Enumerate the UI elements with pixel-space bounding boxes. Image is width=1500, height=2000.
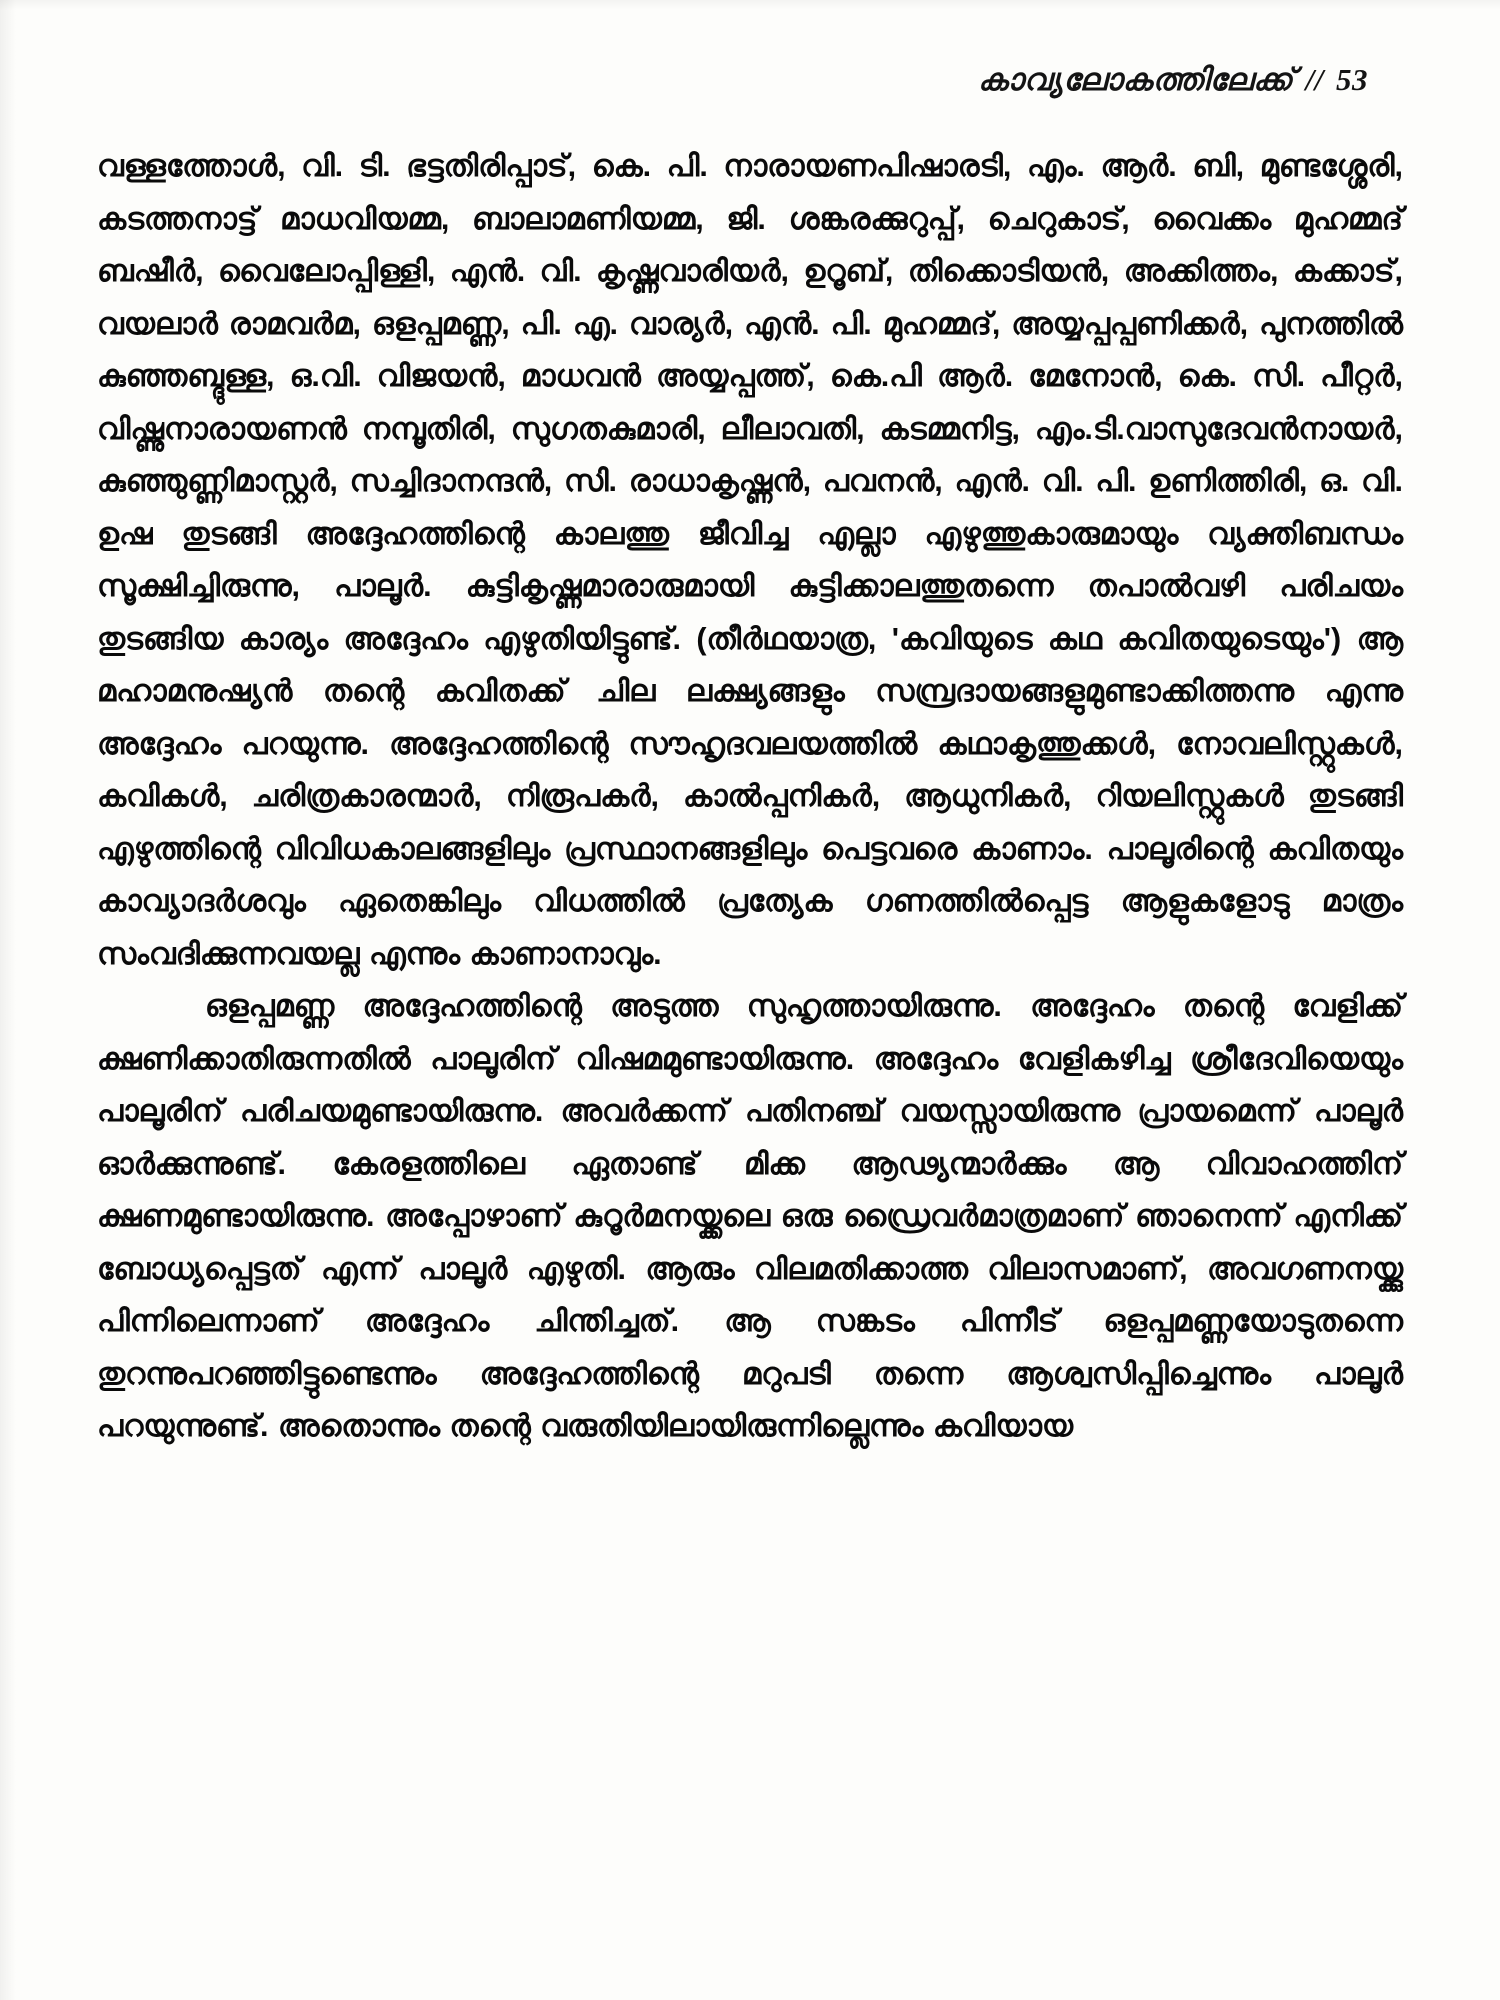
paragraph-1: വള്ളത്തോൾ, വി. ടി. ഭട്ടതിരിപ്പാട്, കെ. പി. നാരായണപിഷാരടി, എം. ആർ. ബി, മുണ്ടശ്ശേരി, കടത്തനാട്ട് മാധവിയമ്മ, ബാലാമണിയമ്മ, ജി. ശങ്കരക്കുറുപ്പ്, ചെറുകാട്, വൈക്കം മുഹമ്മദ് ബഷീർ, വൈലോപ്പിള്ളി, എൻ. വി. കൃഷ്ണവാരിയർ, ഉറൂബ്, തിക്കൊടിയൻ, അക്കിത്തം, കക്കാട്, വയലാർ രാമവർമ, ഒളപ്പമണ്ണ, പി. എ. വാര്യർ, എൻ. പി. മുഹമ്മദ്, അയ്യപ്പപ്പണിക്കർ, പുനത്തിൽ കുഞ്ഞബ്ദുള്ള, ഒ.വി. വിജയൻ, മാധവൻ അയ്യപ്പത്ത്, കെ.പി ആർ. മേനോൻ, കെ. സി. പീറ്റർ, വിഷ്ണുനാരായണൻ നമ്പൂതിരി, സുഗതകുമാരി, ലീലാവതി, കടമ്മനിട്ട, എം.ടി.വാസുദേവൻനായർ, കുഞ്ഞുണ്ണിമാസ്റ്റർ, സച്ചിദാനന്ദൻ, സി. രാധാകൃഷ്ണൻ, പവനൻ, എൻ. വി. പി. ഉണിത്തിരി, ഒ. വി. ഉഷ തുടങ്ങി അദ്ദേഹത്തിന്റെ കാലത്തു ജീവിച്ച എല്ലാ എഴുത്തുകാരുമായും വ്യക്തിബന്ധം സൂക്ഷിച്ചിരുന്നു, പാലൂർ. കുട്ടികൃഷ്ണമാരാരുമായി കുട്ടിക്കാലത്തുതന്നെ തപാൽവഴി പരിചയം തുടങ്ങിയ കാര്യം അദ്ദേഹം എഴുതിയിട്ടുണ്ട്. (തീർഥയാത്ര, 'കവിയുടെ കഥ കവിതയുടെയും') ആ മഹാമനുഷ്യൻ തന്റെ കവിതക്ക് ചില ലക്ഷ്യങ്ങളും സമ്പ്രദായങ്ങളുമുണ്ടാക്കിത്തന്നു എന്നു അദ്ദേഹം പറയുന്നു. അദ്ദേഹത്തിന്റെ സൗഹൃദവലയത്തിൽ കഥാകൃത്തുക്കൾ, നോവലിസ്റ്റുകൾ, കവികൾ, ചരിത്രകാരന്മാർ, നിരൂപകർ, കാൽപ്പനികർ, ആധുനികർ, റിയലിസ്റ്റുകൾ തുടങ്ങി എഴുത്തിന്റെ വിവിധകാലങ്ങളിലും പ്രസ്ഥാനങ്ങളിലും പെട്ടവരെ കാണാം. പാലൂരിന്റെ കവിതയും കാവ്യാദർശവും ഏതെങ്കിലും വിധത്തിൽ പ്രത്യേക ഗണത്തിൽപ്പെട്ട ആളുകളോടു മാത്രം സംവദിക്കുന്നവയല്ല എന്നും കാണാനാവും.	[97, 149, 1403, 971]
scan-edge-top	[0, 0, 1500, 10]
paragraph-2: ഒളപ്പമണ്ണ അദ്ദേഹത്തിന്റെ അടുത്ത സുഹൃത്തായിരുന്നു. അദ്ദേഹം തന്റെ വേളിക്ക് ക്ഷണിക്കാതിരുന്നതിൽ പാലൂരിന് വിഷമമുണ്ടായിരുന്നു. അദ്ദേഹം വേളികഴിച്ച ശ്രീദേവിയെയും പാലൂരിന് പരിചയമുണ്ടായിരുന്നു. അവർക്കന്ന് പതിനഞ്ച് വയസ്സായിരുന്നു പ്രായമെന്ന് പാലൂർ ഓർക്കുന്നുണ്ട്. കേരളത്തിലെ ഏതാണ്ട് മിക്ക ആഢ്യന്മാർക്കും ആ വിവാഹത്തിന് ക്ഷണമുണ്ടായിരുന്നു. അപ്പോഴാണ് കുറൂർമനയ്ക്കലെ ഒരു ഡ്രൈവർമാത്രമാണ് ഞാനെന്ന് എനിക്ക് ബോധ്യപ്പെട്ടത് എന്ന് പാലൂർ എഴുതി. ആരും വിലമതിക്കാത്ത വിലാസമാണ്, അവഗണനയ്ക്കു പിന്നിലെന്നാണ് അദ്ദേഹം ചിന്തിച്ചത്. ആ സങ്കടം പിന്നീട് ഒളപ്പമണ്ണയോടുതന്നെ തുറന്നുപറഞ്ഞിട്ടുണ്ടെന്നും അദ്ദേഹത്തിന്റെ മറുപടി തന്നെ ആശ്വസിപ്പിച്ചെന്നും പാലൂർ പറയുന്നുണ്ട്. അതൊന്നും തന്റെ വരുതിയിലായിരുന്നില്ലെന്നും കവിയായ	[97, 989, 1403, 1443]
running-header-title: കാവ്യലോകത്തിലേക്ക്	[977, 62, 1294, 97]
body-text-column	[97, 140, 1403, 1453]
running-header-separator: //	[1305, 62, 1324, 97]
scan-edge-left	[0, 0, 16, 2000]
page-number: 53	[1336, 62, 1368, 97]
running-header	[978, 62, 1368, 99]
